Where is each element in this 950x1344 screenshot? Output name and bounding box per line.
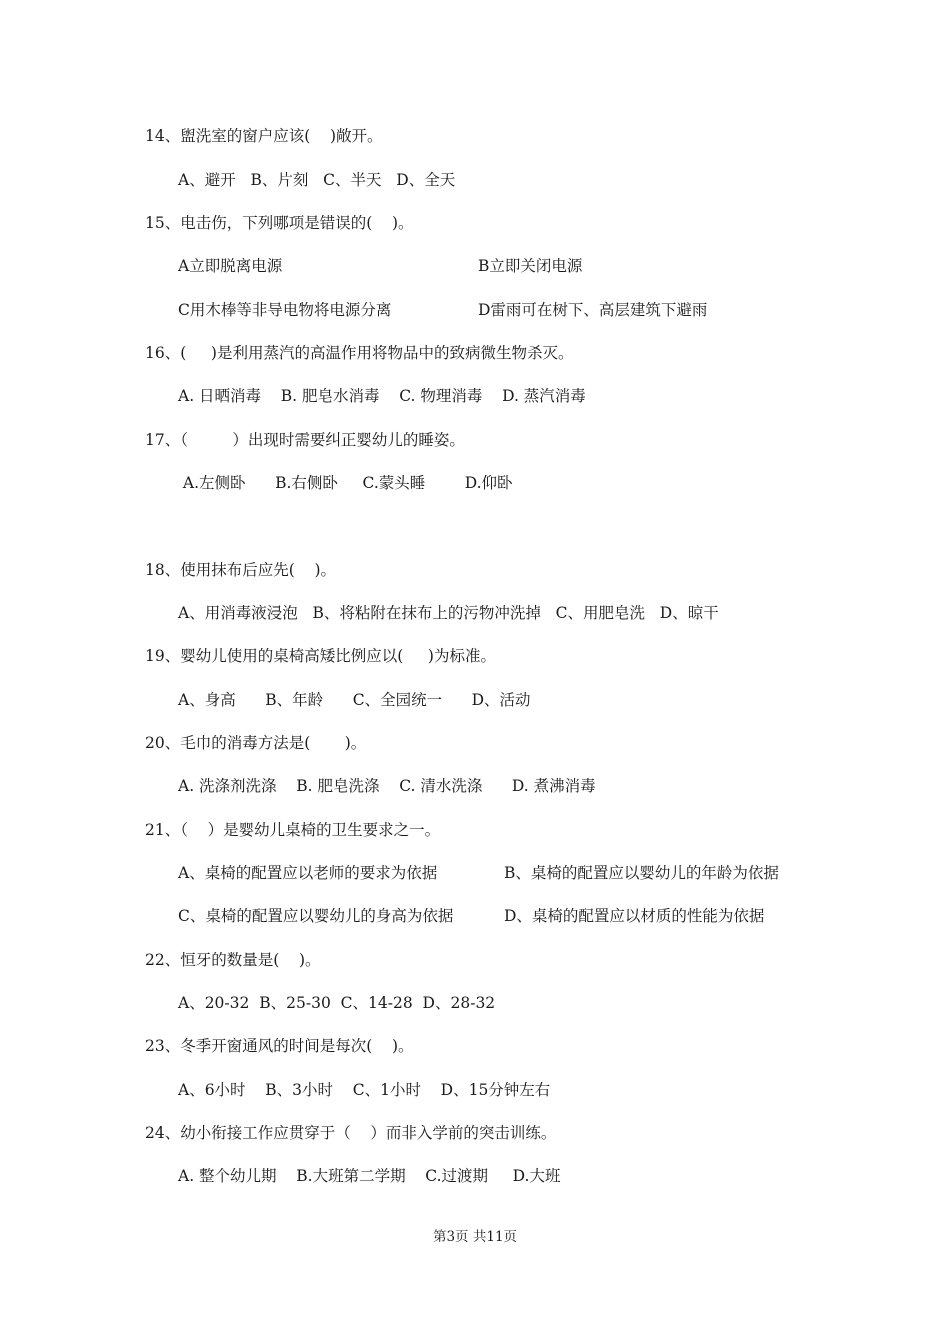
question-17-stem: 17、（ ）出现时需要纠正婴幼儿的睡姿。 <box>145 431 465 449</box>
question-14-stem: 14、盥洗室的窗户应该( )敞开。 <box>145 127 383 145</box>
page-footer: 第3页 共11页 <box>432 1229 518 1245</box>
question-21-option-a: A、桌椅的配置应以老师的要求为依据 <box>178 864 438 882</box>
question-16-stem: 16、( )是利用蒸汽的高温作用将物品中的致病微生物杀灭。 <box>145 344 574 362</box>
question-20-stem: 20、毛巾的消毒方法是( )。 <box>145 734 367 752</box>
question-15-option-b: B立即关闭电源 <box>478 257 583 275</box>
question-22-options: A、20-32 B、25-30 C、14-28 D、28-32 <box>178 994 496 1012</box>
question-16-options: A. 日晒消毒 B. 肥皂水消毒 C. 物理消毒 D. 蒸汽消毒 <box>178 387 586 405</box>
question-24-stem: 24、幼小衔接工作应贯穿于（ ）而非入学前的突击训练。 <box>145 1124 557 1142</box>
question-15-option-a: A立即脱离电源 <box>178 257 283 275</box>
question-21-stem: 21、（ ）是婴幼儿桌椅的卫生要求之一。 <box>145 821 441 839</box>
question-22-stem: 22、恒牙的数量是( )。 <box>145 951 321 969</box>
question-17-options: A.左侧卧 B.右侧卧 C.蒙头睡 D.仰卧 <box>178 474 513 492</box>
question-20-options: A. 洗涤剂洗涤 B. 肥皂洗涤 C. 清水洗涤 D. 煮沸消毒 <box>178 777 596 795</box>
question-15-option-d: D雷雨可在树下、高层建筑下避雨 <box>478 301 708 319</box>
question-19-stem: 19、婴幼儿使用的桌椅高矮比例应以( )为标准。 <box>145 647 496 665</box>
question-21-option-d: D、桌椅的配置应以材质的性能为依据 <box>504 907 765 925</box>
question-14-options: A、避开 B、片刻 C、半天 D、全天 <box>178 171 456 189</box>
question-23-options: A、6小时 B、3小时 C、1小时 D、15分钟左右 <box>178 1081 551 1099</box>
question-21-option-b: B、桌椅的配置应以婴幼儿的年龄为依据 <box>504 864 779 882</box>
question-23-stem: 23、冬季开窗通风的时间是每次( )。 <box>145 1037 414 1055</box>
question-21-option-c: C、桌椅的配置应以婴幼儿的身高为依据 <box>178 907 454 925</box>
question-18-options: A、用消毒液浸泡 B、将粘附在抹布上的污物冲洗掉 C、用肥皂洗 D、晾干 <box>178 604 719 622</box>
question-19-options: A、身高 B、年龄 C、全园统一 D、活动 <box>178 691 531 709</box>
question-15-stem: 15、电击伤，下列哪项是错误的( )。 <box>145 214 414 232</box>
question-24-options: A. 整个幼儿期 B.大班第二学期 C.过渡期 D.大班 <box>178 1167 561 1185</box>
question-15-option-c: C用木棒等非导电物将电源分离 <box>178 301 392 319</box>
question-18-stem: 18、使用抹布后应先( )。 <box>145 561 337 579</box>
